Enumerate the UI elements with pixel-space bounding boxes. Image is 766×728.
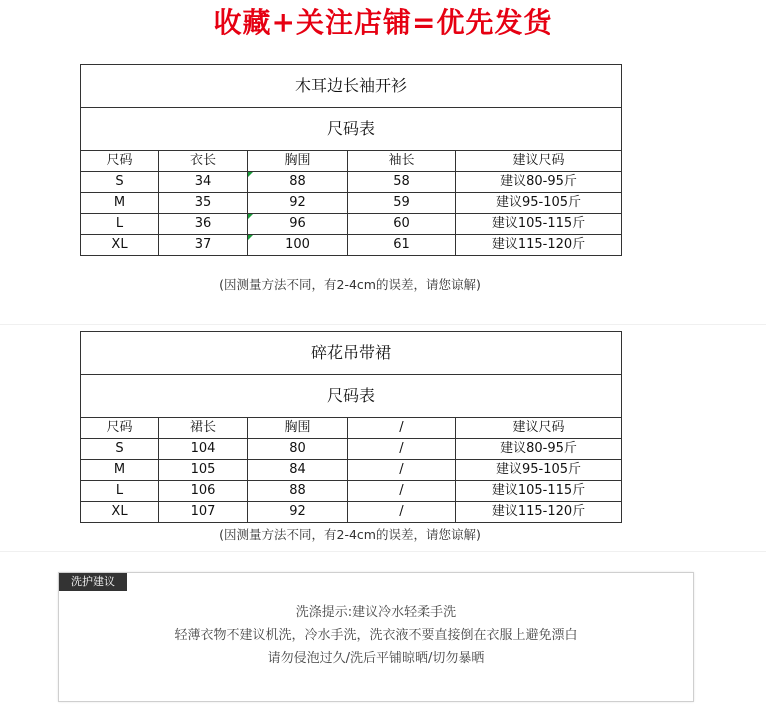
promo-banner: 收藏+关注店铺=优先发货 [213,6,553,39]
header-cell: 尺码 [81,151,159,172]
cell: 建议115-120斤 [456,502,622,523]
cell: 建议95-105斤 [456,460,622,481]
header-row [81,151,622,172]
table-row [81,439,622,460]
product-title: 碎花吊带裙 [81,332,622,375]
cell: / [348,502,456,523]
cell: 104 [159,439,248,460]
cell: 36 [159,214,248,235]
size-table-cardigan [80,64,622,256]
cell: 建议95-105斤 [456,193,622,214]
header-cell: 胸围 [248,151,348,172]
measurement-note: (因测量方法不同，有2-4cm的误差，请您谅解) [219,527,481,542]
header-cell: 胸围 [248,418,348,439]
cell: M [81,460,159,481]
cell: 建议80-95斤 [456,172,622,193]
cell: 80 [248,439,348,460]
cell: S [81,172,159,193]
care-line: 请勿侵泡过久/洗后平铺晾晒/切勿暴晒 [267,651,485,666]
cell: L [81,214,159,235]
cell: / [348,439,456,460]
header-cell: 建议尺码 [456,151,622,172]
cell: 建议105-115斤 [456,481,622,502]
cell: 35 [159,193,248,214]
cell: 107 [159,502,248,523]
header-cell: / [348,418,456,439]
table-row [81,193,622,214]
cell: 106 [159,481,248,502]
size-chart-panel-dress [0,324,766,552]
green-corner-mark-icon [248,214,253,219]
cell: 60 [348,214,456,235]
cell: 建议80-95斤 [456,439,622,460]
cell: 88 [248,481,348,502]
header-cell: 衣长 [159,151,248,172]
cell: 建议105-115斤 [456,214,622,235]
cell: XL [81,502,159,523]
cell: 59 [348,193,456,214]
size-table-dress [80,331,622,523]
cell: 34 [159,172,248,193]
cell: 92 [248,193,348,214]
care-line: 洗涤提示:建议冷水轻柔手洗 [295,605,457,620]
cell: / [348,460,456,481]
cell: 61 [348,235,456,256]
table-row [81,481,622,502]
table-subtitle: 尺码表 [81,375,622,418]
cell: 37 [159,235,248,256]
product-title: 木耳边长袖开衫 [81,65,622,108]
table-row [81,172,622,193]
cell: 100 [248,235,348,256]
cell: S [81,439,159,460]
header-cell: 袖长 [348,151,456,172]
cell: 96 [248,214,348,235]
cell: 92 [248,502,348,523]
cell: 84 [248,460,348,481]
cell: 58 [348,172,456,193]
measurement-note: (因测量方法不同，有2-4cm的误差，请您谅解) [219,277,481,292]
header-row [81,418,622,439]
cell: M [81,193,159,214]
care-instructions-box [58,572,694,702]
cell: XL [81,235,159,256]
size-chart-panel-cardigan [0,50,766,320]
header-cell: 尺码 [81,418,159,439]
care-tag-label: 洗护建议 [59,573,127,591]
green-corner-mark-icon [248,172,253,177]
table-row [81,502,622,523]
green-corner-mark-icon [248,235,253,240]
cell: / [348,481,456,502]
table-row [81,235,622,256]
cell: 88 [248,172,348,193]
header-cell: 裙长 [159,418,248,439]
cell: L [81,481,159,502]
header-cell: 建议尺码 [456,418,622,439]
cell: 建议115-120斤 [456,235,622,256]
table-row [81,214,622,235]
table-subtitle: 尺码表 [81,108,622,151]
table-row [81,460,622,481]
care-line: 轻薄衣物不建议机洗，冷水手洗，洗衣液不要直接倒在衣服上避免漂白 [174,628,578,643]
cell: 105 [159,460,248,481]
